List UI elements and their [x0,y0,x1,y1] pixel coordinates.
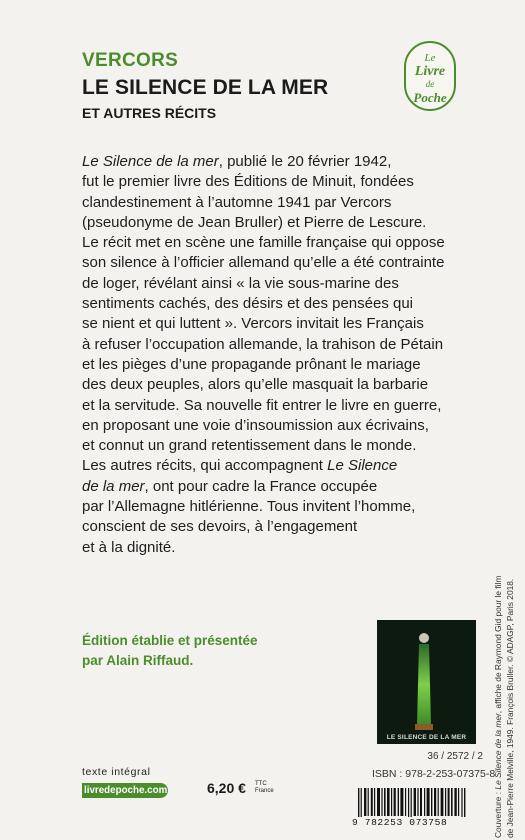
poster-caption: LE SILENCE DE LA MER [386,734,467,741]
blurb-line: conscient de ses devoirs, à l’engagement [82,518,358,536]
blurb-title-italic: Le Silence de la mer [82,153,219,170]
blurb-line: et connut un grand retentissement dans le monde. [82,437,417,455]
blurb-line: clandestinement à l’automne 1941 par Vercors [82,193,392,211]
blurb-line: , publié le 20 février 1942, [218,153,392,170]
price-value: 6,20 € [207,780,246,796]
credit-text: , affiche de Raymond Gid pour le film [493,575,503,714]
blurb-line: Le récit met en scène une famille française qui oppose [82,234,445,252]
barcode-number: 9 782253 073758 [352,817,472,828]
credit-film-title: Le Silence de la mer [493,713,503,790]
blurb-line: des deux peuples, alors qu’elle masquait la barbarie [82,376,429,394]
edition-line: Édition établie et présentée [82,633,258,648]
logo-word-de: de [425,79,435,89]
blurb-line: sentiments cachés, des désirs et des pensées qui [82,295,414,313]
isbn: ISBN : 978-2-253-07375-8 [372,768,496,780]
cover-credit [492,548,524,838]
blurb-line: fut le premier livre des Éditions de Minuit, fondées [82,173,414,191]
logo-word-livre: Livre [414,64,446,79]
blurb-line: (pseudonyme de Jean Bruller) et Pierre de Lescure. [82,213,427,231]
blurb-line: et les pièges d’une propagande prônant le mariage [82,355,421,373]
blurb-title-italic: Le Silence [327,457,398,475]
author-name: VERCORS [82,50,179,71]
publisher-logo [404,41,456,111]
edition-line: par Alain Riffaud. [82,653,194,668]
book-title: LE SILENCE DE LA MER [82,76,329,99]
credit-prefix: Couverture : [493,789,503,838]
logo-word-le: Le [424,52,436,64]
logo-word-poche: Poche [413,90,447,105]
barcode [352,788,472,827]
blurb-line: , ont pour cadre la France occupée [144,477,378,495]
blurb-line: par l’Allemagne hitlérienne. Tous invitent l’homme, [82,498,416,516]
poster-figure-graphic [413,630,435,732]
blurb-line: et à la dignité. [82,538,176,556]
price-tax-note [255,781,274,795]
blurb-line: de loger, révélant ainsi « la vie sous-marine des [82,274,399,292]
barcode-bars [358,788,466,820]
website-link[interactable]: livredepoche.com [84,785,168,796]
blurb-line: et la servitude. Sa nouvelle fit entrer le livre en guerre, [82,396,442,414]
blurb-line: à refuser l’occupation allemande, la trahison de Pétain [82,335,444,353]
blurb-line: se nient et qui luttent ». Vercors invitait les Français [82,315,424,333]
blurb-title-italic: de la mer [82,477,145,495]
price [207,780,274,796]
book-subtitle: ET AUTRES RÉCITS [82,105,217,121]
edition-note [82,631,258,671]
cover-thumbnail [377,620,476,744]
price-country: France [255,788,274,794]
catalog-code: 36 / 2572 / 2 [427,751,483,762]
texte-integral-label: texte intégral [82,766,151,778]
blurb-line: en proposant une voie d’insoumission aux écrivains, [82,416,429,434]
blurb-line: Les autres récits, qui accompagnent [82,457,328,475]
blurb-line: son silence à l’officier allemand qu’elle a été contrainte [82,254,445,272]
credit-text: de Jean-Pierre Melville, 1949. François Bruller. © ADAGP, Paris 2018. [505,578,515,838]
price-ttc: TTC [255,781,267,787]
summary-text [82,152,487,558]
